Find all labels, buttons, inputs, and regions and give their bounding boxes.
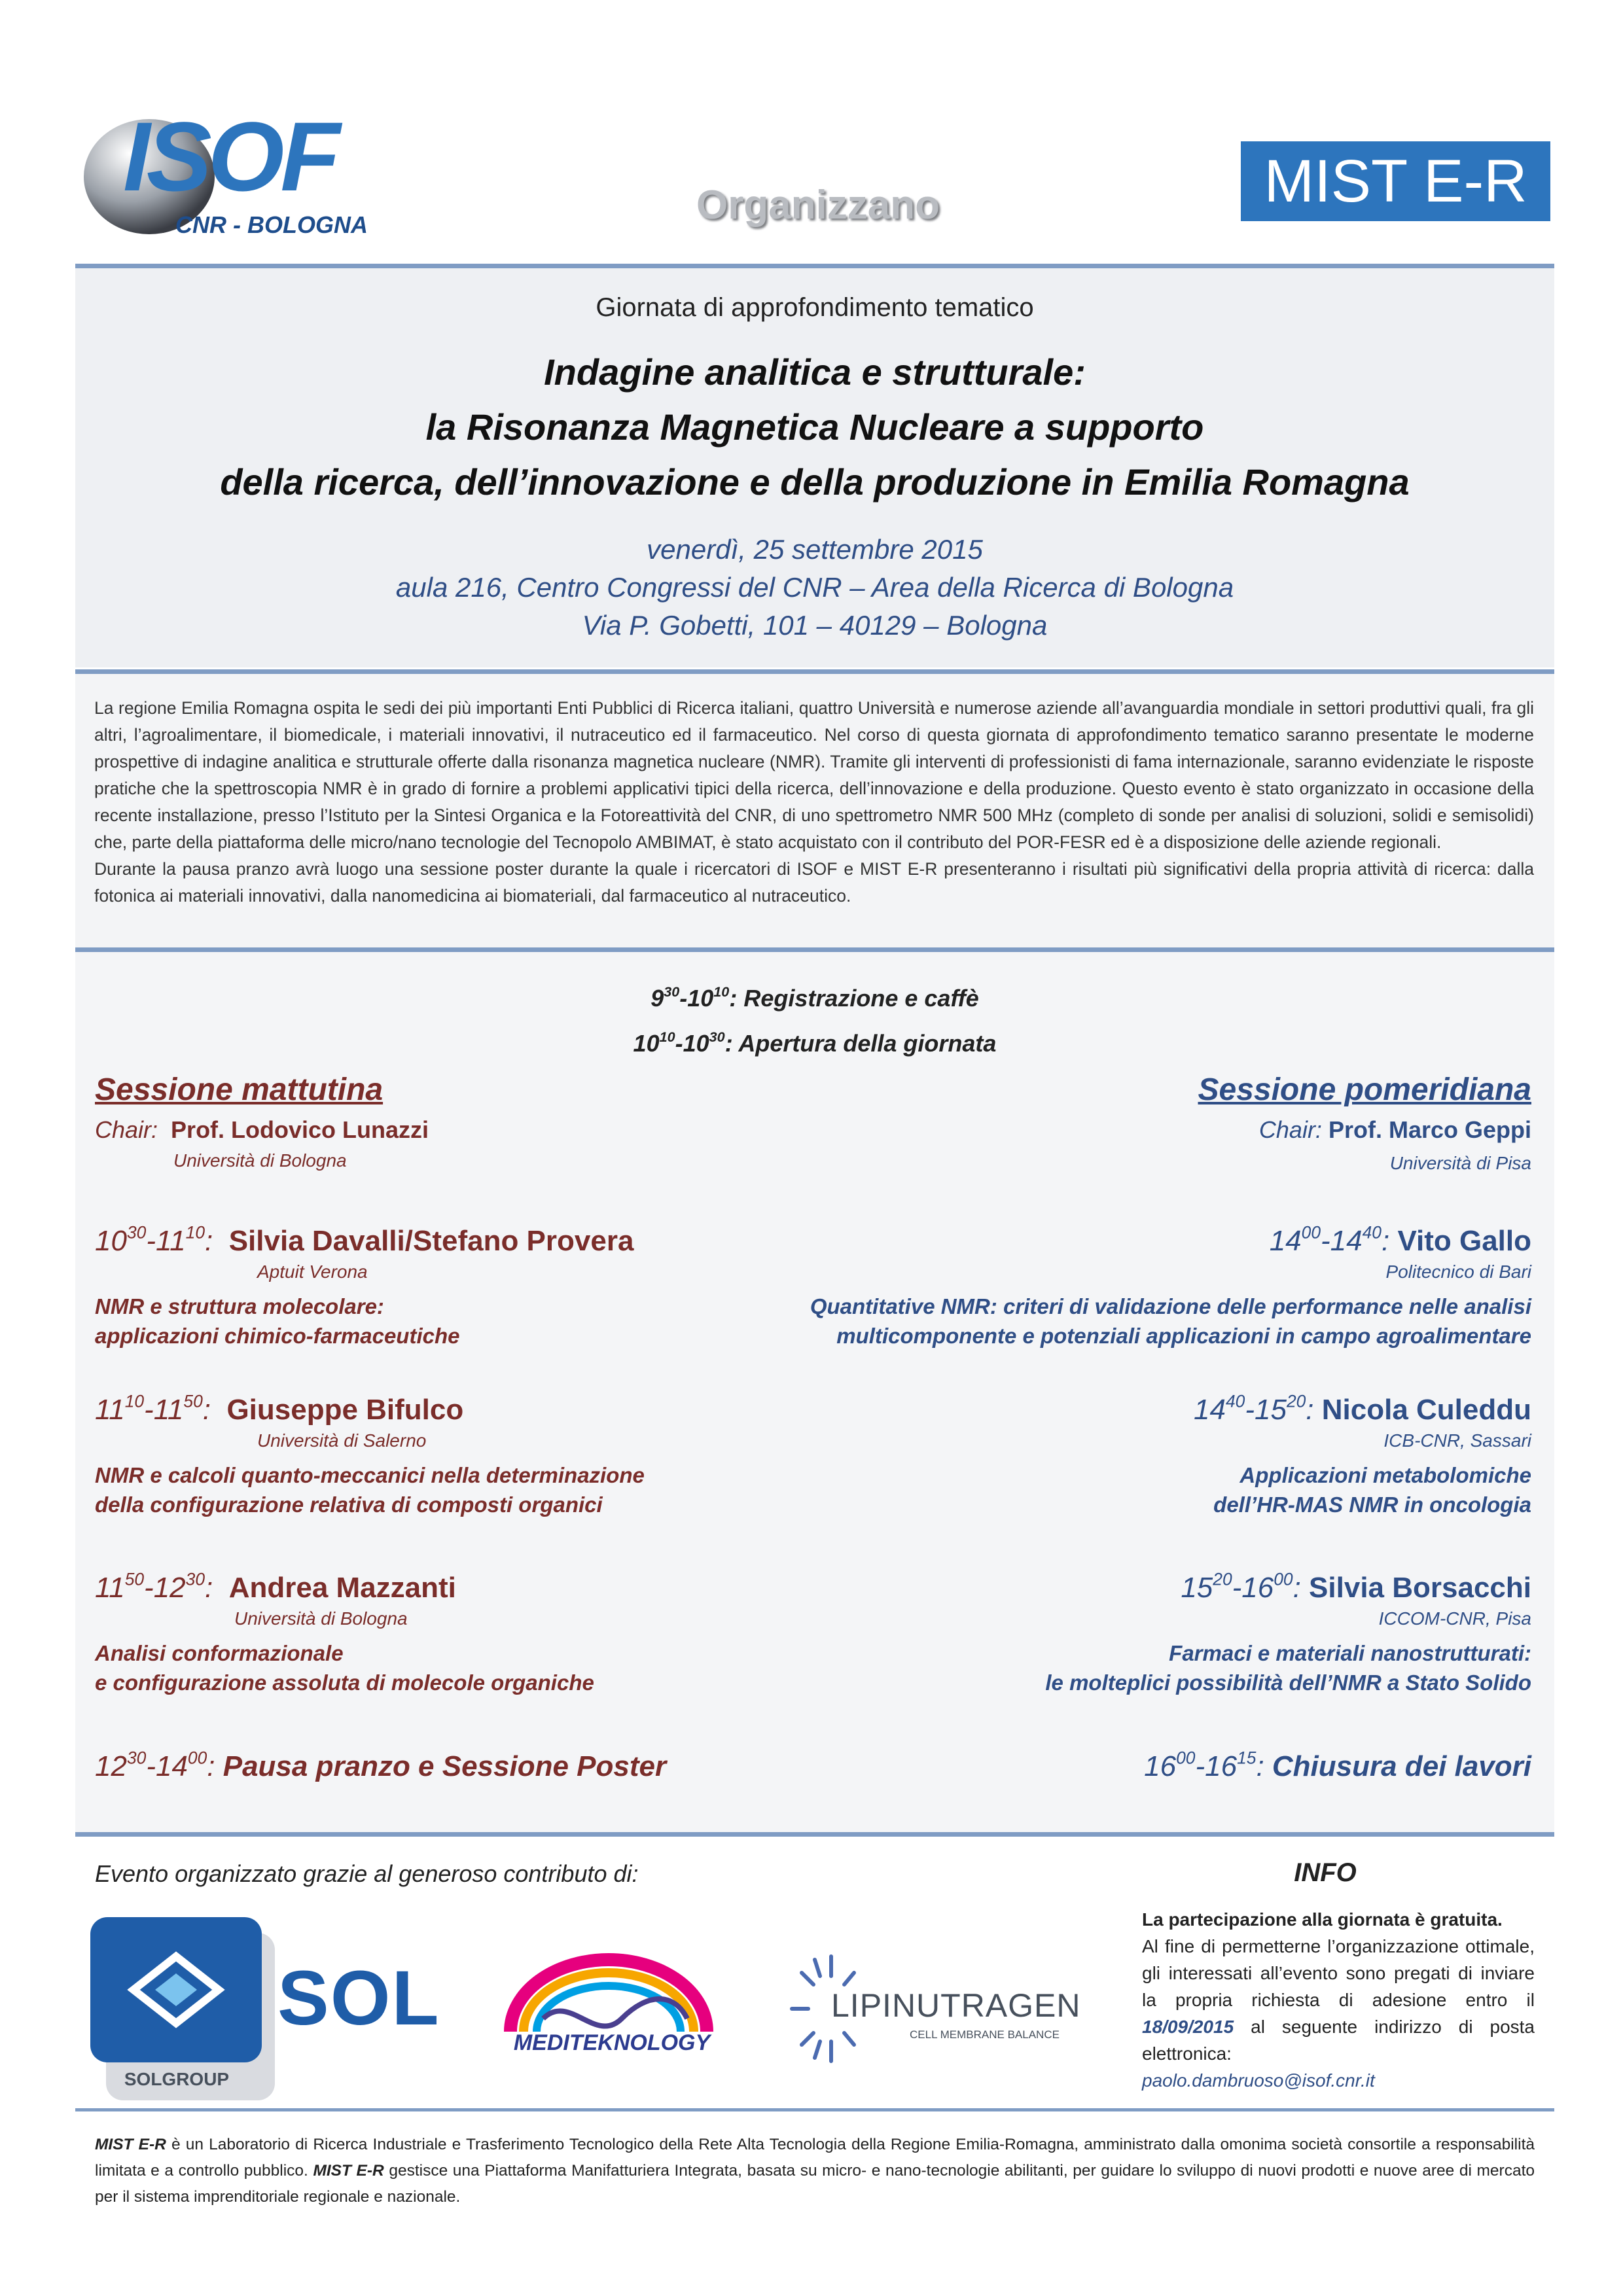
- event-date: venerdì, 25 settembre 2015: [647, 534, 983, 565]
- mister-logo: [1241, 141, 1550, 221]
- opening-registration: $9^{30}-10^{10}$: Registrazione e caffè: [651, 983, 979, 1012]
- morning-chair: Chair: Prof. Lodovico Lunazzi: [95, 1116, 429, 1143]
- closing-remarks: $16^{00}-16^{15}$: Chiusura dei lavori: [1144, 1748, 1531, 1782]
- isof-logo-text: ISOF: [123, 101, 337, 211]
- mediteknology-wordmark: MEDITEKNOLOGY: [513, 2030, 711, 2055]
- info-lead: La partecipazione alla giornata è gratuita.: [1142, 1909, 1503, 1930]
- lipinutragen-wordmark: LIPINUTRAGEN: [831, 1987, 1081, 2024]
- sol-logo-square: [90, 1917, 262, 2062]
- event-title-line-3: della ricerca, dell’innovazione e della produzione in Emilia Romagna: [220, 461, 1410, 503]
- isof-logo: [77, 101, 385, 245]
- divider: [75, 947, 1554, 952]
- morning-talk-2: $11^{10}-11^{50}$: Giuseppe Bifulco Università di Salerno NMR e calcoli quanto-meccanici nella determinazione della configurazione relativa di composti organici: [95, 1391, 645, 1517]
- event-title-line-2: la Risonanza Magnetica Nucleare a supporto: [425, 406, 1204, 448]
- info-email[interactable]: paolo.dambruoso@isof.cnr.it: [1142, 2070, 1375, 2091]
- intro-paragraph-1: La regione Emilia Romagna ospita le sedi dei più importanti Enti Pubblici di Ricerca italiani, quattro Università e numerose aziende all’avanguardia mondiale in settori produttivi quali, fra gli altri, l’agroalimentare, il biomedicale, i materiali innovativi, il nutraceutico ed il farmaceutico. Nel corso di questa giornata di approfondimento tematico saranno presentate le moderne prospettive di indagine analitica e strutturale offerte dalla risonanza magnetica nucleare (NMR). Tramite gli interventi di professionisti di fama internazionale, saranno evidenziate le risposte pratiche che la spettroscopia NMR è in grado di fornire a problemi applicativi tipici della ricerca, dell’innovazione e della produzione. Questo evento è stato organizzato in occasione della recente installazione, presso l’Istituto per la Sintesi Organica e la Fotoreattività del CNR, di uno spettrometro NMR 500 MHz (completo di sonde per analisi di soluzioni, solidi e semisolidi) che, parte della piattaforma delle micro/nano tecnologie del Tecnopolo AMBIMAT, è stato acquistato con il contributo del POR-FESR ed è a disposizione delle aziende regionali.: [94, 698, 1534, 852]
- footer-text: MIST E-R è un Laboratorio di Ricerca Industriale e Trasferimento Tecnologico della Rete Alta Tecnologia della Regione Emilia-Romagna, amministrato dalla omonima società consortile a responsabilità limitata e a controllo pubblico. MIST E-R gestisce una Piattaforma Manifatturiera Integrata, basata su micro- e nano-tecnologie abilitanti, per guidare lo sviluppo di nuovi prodotti e nuove aree di mercato per il sistema imprenditoriale regionale e nazionale.: [95, 2136, 1535, 2206]
- mediteknology-logo: [497, 1953, 720, 2071]
- afternoon-talk-1: $14^{00}-14^{40}$: Vito Gallo Politecnico di Bari Quantitative NMR: criteri di validazione delle performance nelle analisi multicomponente e potenziali applicazioni in campo agroalimentare: [810, 1222, 1531, 1348]
- divider: [75, 669, 1554, 674]
- sol-diamond-icon: [90, 1917, 262, 2062]
- lipinutragen-tagline: CELL MEMBRANE BALANCE: [910, 2028, 1060, 2041]
- opening-apertura: $10^{10}-10^{30}$: Apertura della giornata: [633, 1028, 997, 1057]
- morning-session-heading: Sessione mattutina: [95, 1072, 383, 1107]
- info-body: Al fine di permetterne l’organizzazione ottimale, gli interessati all’evento sono pregati di inviare la propria richiesta di adesione entro il 18/09/2015 al seguente indirizzo di posta elettronica:: [1142, 1936, 1535, 2064]
- divider: [75, 2108, 1554, 2111]
- sol-group-label: SOLGROUP: [124, 2069, 230, 2089]
- sponsors-heading: Evento organizzato grazie al generoso contributo di:: [95, 1860, 639, 1887]
- lunch-break: $12^{30}-14^{00}$: Pausa pranzo e Sessione Poster: [95, 1748, 667, 1782]
- afternoon-talk-3: $15^{20}-16^{00}$: Silvia Borsacchi ICCOM-CNR, Pisa Farmaci e materiali nanostrutturati: le molteplici possibilità dell’NMR a Stato Solido: [1045, 1569, 1531, 1695]
- afternoon-chair: Chair: Prof. Marco Geppi: [1258, 1116, 1531, 1143]
- intro-paragraph-2: Durante la pausa pranzo avrà luogo una sessione poster durante la quale i ricercatori di ISOF e MIST E-R presenteranno i risultati più significativi della propria attività di ricerca: dalla fotonica ai materiali innovativi, dalla nanomedicina ai biomateriali, dal farmaceutico al nutraceutico.: [94, 859, 1534, 906]
- divider: [75, 1832, 1554, 1837]
- morning-chair-affiliation: Università di Bologna: [173, 1150, 347, 1171]
- info-heading: INFO: [1294, 1858, 1357, 1887]
- afternoon-chair-affiliation: Università di Pisa: [1389, 1153, 1531, 1173]
- event-kicker: Giornata di approfondimento tematico: [596, 293, 1034, 322]
- divider: [75, 264, 1554, 268]
- lipinutragen-logo: [779, 1943, 1080, 2074]
- info-block: [1142, 1906, 1535, 2094]
- morning-talk-1: $10^{30}-11^{10}$: Silvia Davalli/Stefano Provera Aptuit Verona NMR e struttura molecolare: applicazioni chimico-farmaceutiche: [95, 1222, 634, 1348]
- morning-talk-3: $11^{50}-12^{30}$: Andrea Mazzanti Università di Bologna Analisi conformazionale e configurazione assoluta di molecole organiche: [95, 1569, 594, 1695]
- intro-text: [94, 695, 1534, 910]
- event-place: aula 216, Centro Congressi del CNR – Area della Ricerca di Bologna: [395, 572, 1234, 603]
- organizzano-label: Organizzano: [696, 183, 940, 228]
- mister-logo-text: MIST E-R: [1264, 148, 1527, 215]
- isof-logo-subtitle: CNR - BOLOGNA: [175, 211, 368, 238]
- sol-wordmark: SOL: [277, 1955, 440, 2041]
- afternoon-session-heading: Sessione pomeridiana: [1198, 1072, 1531, 1107]
- event-title-line-1: Indagine analitica e strutturale:: [544, 351, 1086, 393]
- afternoon-talk-2: $14^{40}-15^{20}$: Nicola Culeddu ICB-CNR, Sassari Applicazioni metabolomiche dell’HR-MAS NMR in oncologia: [1194, 1391, 1531, 1517]
- sol-logo: [90, 1917, 444, 2100]
- event-address: Via P. Gobetti, 101 – 40129 – Bologna: [582, 610, 1048, 641]
